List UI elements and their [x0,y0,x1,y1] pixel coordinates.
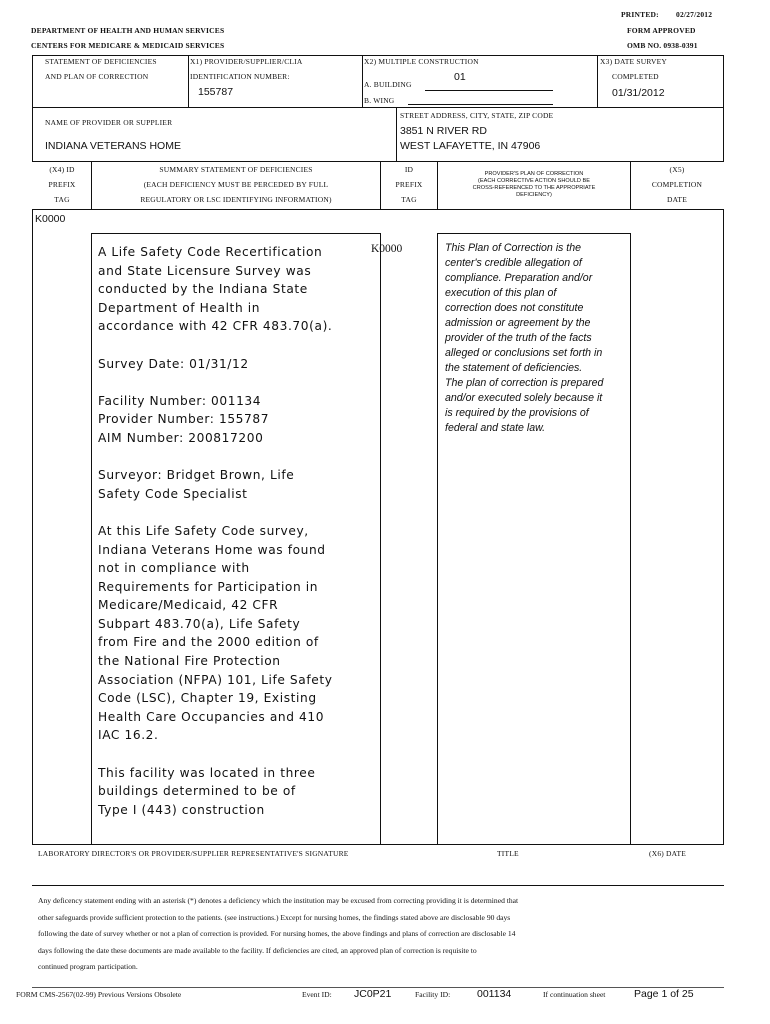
title-label: TITLE [497,849,519,858]
signature-label: LABORATORY DIRECTOR'S OR PROVIDER/SUPPLIER REPRESENTATIVE'S SIGNATURE [38,849,349,858]
provider-name-label: NAME OF PROVIDER OR SUPPLIER [45,118,173,127]
provider-id-value: 155787 [198,86,234,98]
centers-title: CENTERS FOR MEDICARE & MEDICAID SERVICES [31,41,225,50]
x3-label-1: X3) DATE SURVEY [600,57,667,66]
id-header-3: TAG [401,195,417,204]
event-id-value: JC0P21 [354,988,392,1000]
disclosure-footnote: Any deficency statement ending with an asterisk (*) denotes a deficiency which the institution may be excused from correcting providing it is determined that other safeguards provide sufficient protection to the patients. (see instructions.) Except for nursing homes, the findings stated above are disclosable 90 days following the date of survey whether or not a plan of correction is provided. For nursing homes, the above findings and plans of correction are disclosable 14 days following the date these documents are made available to the facility. If deficiencies are cited, an approved plan of correction is requisite to continued program participation. [38,896,519,971]
address-label: STREET ADDRESS, CITY, STATE, ZIP CODE [400,111,554,120]
plan-header-3: CROSS-REFERENCED TO THE APPROPRIATE [472,185,596,191]
printed-date: 02/27/2012 [676,10,713,19]
x5-header-1: (X5) [669,165,685,174]
form-number: FORM CMS-2567(02-99) Previous Versions Obsolete [16,990,182,999]
tag-prefix-left: K0000 [35,213,66,225]
x3-label-2: COMPLETED [612,72,659,81]
x5-header-2: COMPLETION [651,180,703,189]
x5-header-3: DATE [667,195,687,204]
continuation-label: If continuation sheet [543,990,606,999]
statement-label-1: STATEMENT OF DEFICIENCIES [45,57,157,66]
plan-header-2: (EACH CORRECTIVE ACTION SHOULD BE [478,178,590,184]
x1-label-2: IDENTIFICATION NUMBER: [190,72,290,81]
omb-number: OMB NO. 0938-0391 [627,41,698,50]
summary-header-1: SUMMARY STATEMENT OF DEFICIENCIES [159,165,313,174]
x4-header-2: PREFIX [48,180,76,189]
address-line-2: WEST LAFAYETTE, IN 47906 [400,140,541,152]
statement-label-2: AND PLAN OF CORRECTION [45,72,149,81]
plan-of-correction: This Plan of Correction is the center's credible allegation of compliance. Preparation and/or execution of this plan of correction does not constitute admission or agreement by the provider of the truth of the facts alleged or conclusions set forth in the statement of deficiencies. The plan of correction is prepared and/or executed solely because it is required by the provisions of federal and state law. [445,242,604,434]
summary-header-2: (EACH DEFICIENCY MUST BE PERCEDED BY FULL [143,180,329,189]
department-title: DEPARTMENT OF HEALTH AND HUMAN SERVICES [31,26,225,35]
form-approved: FORM APPROVED [627,26,696,35]
survey-date-value: 01/31/2012 [612,87,665,99]
facility-id-label: Facility ID: [415,990,451,999]
id-header-2: PREFIX [395,180,423,189]
event-id-label: Event ID: [302,990,332,999]
tag-prefix-right: K0000 [371,243,403,255]
building-label: A. BUILDING [364,80,412,89]
plan-header-1: PROVIDER'S PLAN OF CORRECTION [484,171,584,177]
plan-header-4: DEFICIENCY) [516,192,552,198]
facility-id-value: 001134 [477,988,512,1000]
deficiency-statement: A Life Safety Code Recertification and State Licensure Survey was conducted by the Indiana State Department of Health in accordance with 42 CFR 483.70(a). Survey Date: 01/31/12 Facility Number: 001134 Provider Number: 155787 AIM Number: 200817200 Surveyor: Bridget Brown, Life Safety Code Specialist At this Life Safety Code survey, Indiana Veterans Home was found not in compliance with Requirements for Participation in Medicare/Medicaid, 42 CFR Subpart 483.70(a), Life Safety from Fire and the 2000 edition of the National Fire Protection Association (NFPA) 101, Life Safety Code (LSC), Chapter 19, Existing Health Care Occupancies and 410 IAC 16.2. This facility was located in three buildings determined to be of Type I (443) construction [98,245,333,817]
page-number: Page 1 of 25 [634,988,694,1000]
address-line-1: 3851 N RIVER RD [400,125,487,137]
summary-header-3: REGULATORY OR LSC IDENTIFYING INFORMATION) [140,195,332,204]
provider-name-value: INDIANA VETERANS HOME [45,140,181,152]
wing-label: B. WING [364,96,395,105]
date-label: (X6) DATE [649,849,687,858]
x4-header-1: (X4) ID [49,165,75,174]
building-value: 01 [454,71,466,83]
id-header-1: ID [404,165,414,174]
x2-label: X2) MULTIPLE CONSTRUCTION [364,57,479,66]
x4-header-3: TAG [54,195,70,204]
printed-label: PRINTED: [621,10,659,19]
x1-label-1: X1) PROVIDER/SUPPLIER/CLIA [190,57,303,66]
